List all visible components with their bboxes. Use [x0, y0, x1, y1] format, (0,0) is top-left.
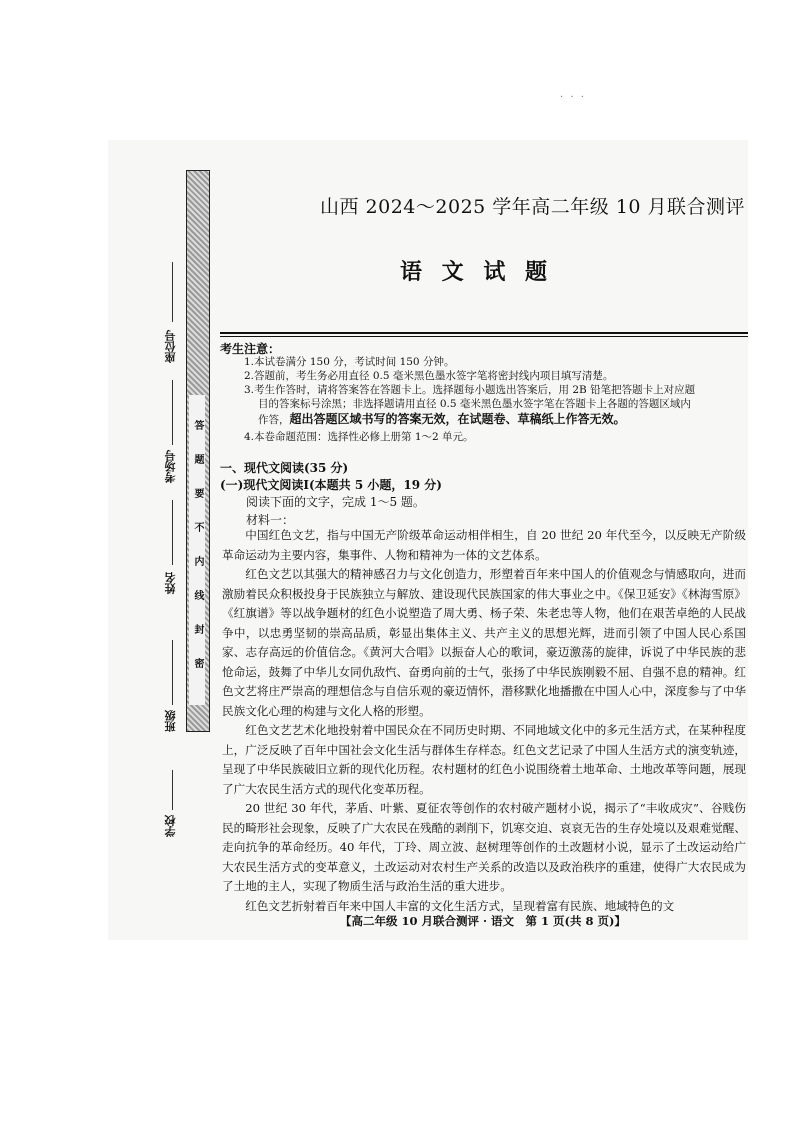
notice-heading: 考生注意： [220, 342, 281, 356]
seat-number-line[interactable] [172, 262, 173, 322]
notice-item-4: 4.本卷命题范围：选择性必修上册第 1～2 单元。 [244, 431, 474, 443]
exam-title: 山西 2024～2025 学年高二年级 10 月联合测评 [320, 196, 746, 218]
page-footer: 【高二年级 10 月联合测评 · 语文 第 1 页(共 8 页)】 [340, 914, 626, 928]
strip-word: 封 [192, 624, 203, 634]
reading-instruction: 阅读下面的文字，完成 1～5 题。 [246, 495, 425, 509]
seat-number-label: 座位号 [164, 330, 177, 363]
material-label: 材料一： [246, 513, 295, 527]
name-line[interactable] [172, 500, 173, 565]
school-label: 学校 [164, 815, 177, 837]
class-line[interactable] [172, 640, 173, 705]
subpart-heading: (一)现代文阅读Ⅰ(本题共 5 小题，19 分) [220, 478, 442, 492]
reading-passage [222, 526, 746, 916]
paragraph: 20 世纪 30 年代，茅盾、叶紫、夏征农等创作的农村破产题材小说，揭示了“丰收成灾”、谷贱伤民的畸形社会现象，反映了广大农民在残酷的剥削下，饥寒交迫、哀哀无告的生存处境以及艰难觉醒、走向抗争的革命经历。40 年代，丁玲、周立波、赵树理等创作的土改题材小说，显示了土改运动给广大农民生活方式的变革意义，土改运动对农村生产关系的改造以及政治秩序的重建，使得广大农民成为了土地的主人，实现了物质生活与政治生活的重大进步。 [222, 801, 746, 893]
paragraph: 中国红色文艺，指与中国无产阶级革命运动相伴相生，自 20 世纪 20 年代至今，以反映无产阶级革命运动为主要内容，集事件、人物和精神为一体的文艺体系。 [222, 528, 746, 562]
paragraph: 红色文艺折射着百年来中国人丰富的文化生活方式，呈现着富有民族、地域特色的文 [245, 898, 675, 913]
exam-room-line[interactable] [172, 380, 173, 445]
class-label: 班级 [164, 710, 177, 732]
name-label: 姓名 [164, 572, 177, 594]
top-mark: · · · [560, 92, 586, 103]
notice-item-3a: 3.考生作答时，请将答案答在答题卡上。选择题每小题选出答案后，用 2B 铅笔把答题卡上对应题 [244, 384, 696, 396]
part-heading: 一、现代文阅读(35 分) [220, 461, 349, 475]
subject-title: 语 文 试 题 [400, 259, 553, 285]
notice-item-3c [258, 412, 744, 427]
strip-word: 线 [192, 590, 203, 600]
header-rule-thin [220, 336, 748, 337]
paragraph: 红色文艺以其强大的精神感召力与文化创造力，形塑着百年来中国人的价值观念与情感取向，进而激励着民众积极投身于民族独立与解放、建设现代民族国家的伟大事业之中。《保卫延安》《林海雪原》《红旗谱》等以战争题材的红色小说塑造了周大勇、杨子荣、朱老忠等人物，他们在艰苦卓绝的人民战争中，以忠勇坚韧的崇高品质，彰显出集体主义、共产主义的思想光辉，进而引领了中国人民心系国家、志存高远的价值信念。《黄河大合唱》以振奋人心的歌词，豪迈激荡的旋律，诉说了中华民族的悲怆命运，鼓舞了中华儿女同仇敌忾、奋勇向前的士气，张扬了中华民族刚毅不屈、自强不息的精神。红色文艺将庄严崇高的理想信念与自信乐观的豪迈情怀，潜移默化地播撒在中国人心中，深度参与了中华民族文化心理的构建与文化人格的形塑。 [222, 567, 746, 718]
notice-item-3c-emphasis: 超出答题区域书写的答案无效，在试题卷、草稿纸上作答无效。 [289, 412, 626, 426]
header-rule [220, 332, 748, 334]
exam-room-label: 考场号 [164, 450, 177, 483]
notice-item-3c-text: 作答， [258, 414, 290, 426]
school-line[interactable] [172, 770, 173, 810]
strip-word: 密 [192, 658, 203, 668]
strip-word: 答 [192, 420, 203, 430]
strip-word: 内 [192, 556, 203, 566]
notice-item-2: 2.答题前，考生务必用直径 0.5 毫米黑色墨水签字笔将密封线内项目填写清楚。 [244, 370, 614, 382]
notice-item-1: 1.本试卷满分 150 分，考试时间 150 分钟。 [244, 356, 455, 368]
paragraph: 红色文艺艺术化地投射着中国民众在不同历史时期、不同地域文化中的多元生活方式，在某种程度上，广泛反映了百年中国社会文化生活与群体生存样态。红色文艺记录了中国人生活方式的演变轨迹，呈现了中华民族破旧立新的现代化历程。农村题材的红色小说围绕着土地革命、土地改革等问题，展现了广大农民生活方式的现代化变革历程。 [222, 723, 746, 796]
notice-item-3b: 目的答案标号涂黑；非选择题请用直径 0.5 毫米黑色墨水签字笔在答题卡上各题的答题区域内 [258, 398, 691, 410]
strip-word: 题 [192, 454, 203, 464]
strip-word: 不 [192, 522, 203, 532]
strip-word: 要 [192, 488, 203, 498]
